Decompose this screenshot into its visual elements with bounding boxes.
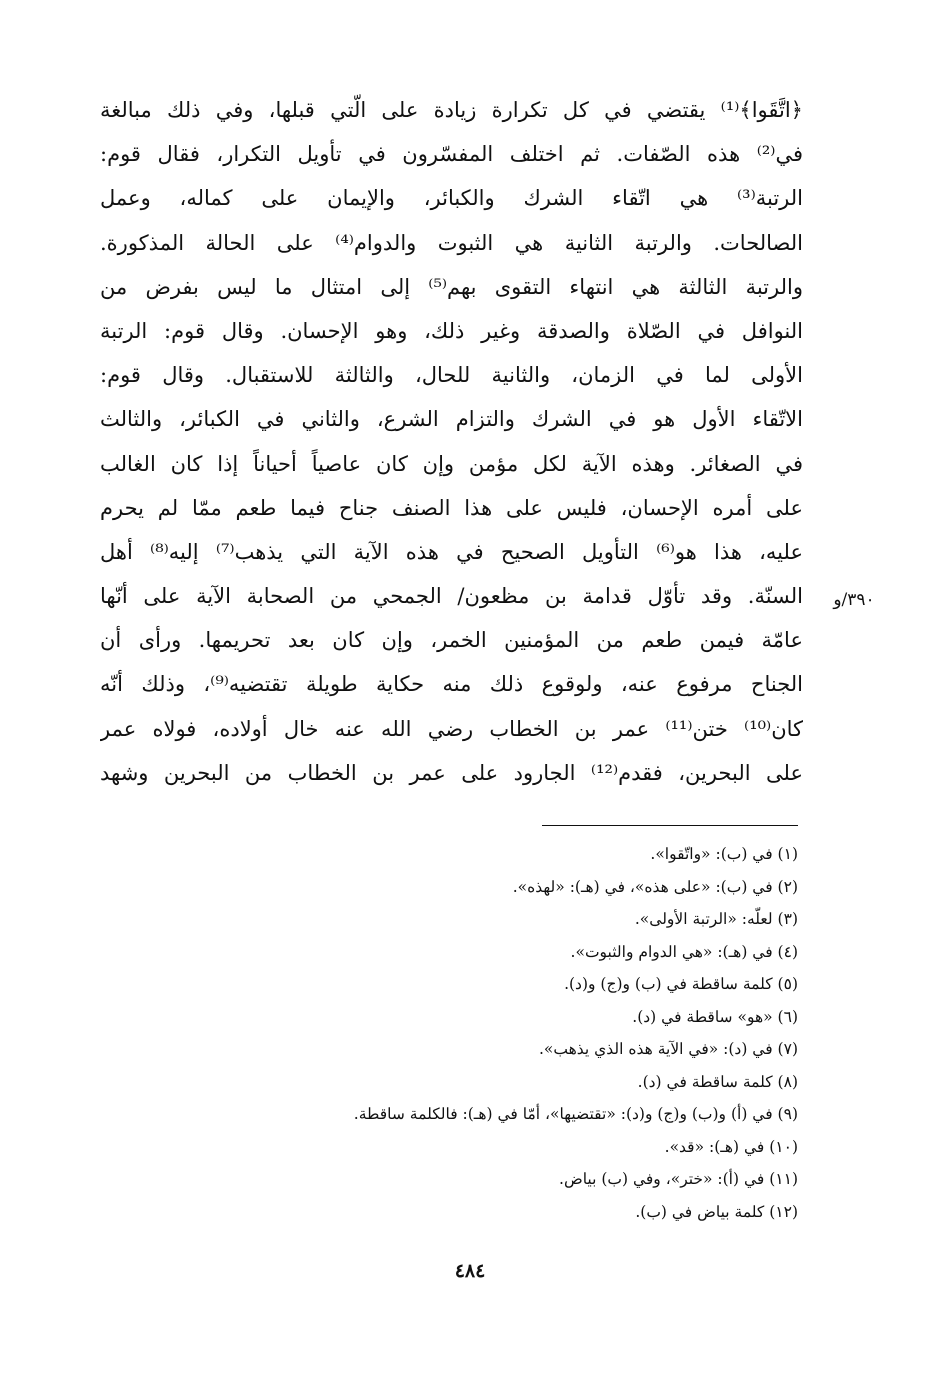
footnote-divider <box>542 825 798 826</box>
footnote-item: (٣) لعلّه: «الرتبة الأولى». <box>634 910 798 928</box>
text-line: على أمره الإحسان، فليس على هذا الصنف جناح فيما طعم ممّا لم يحرم <box>100 495 803 520</box>
footnote-item: (٨) كلمة ساقطة في (د). <box>637 1072 798 1091</box>
footnotes <box>100 838 798 1228</box>
main-text <box>100 88 803 795</box>
text-line: في⁽²⁾ هذه الصّفات. ثم اختلف المفسّرون في تأويل التكرار، فقال قوم: <box>100 142 803 167</box>
text-line: على البحرين، فقدم⁽¹²⁾ الجارود على عمر بن الخطاب من البحرين وشهد <box>100 760 803 785</box>
footnote-item: (١٢) كلمة بياض في (ب). <box>635 1202 798 1221</box>
footnote-item: (٧) في (د): «في الآية هذه الذي يذهب». <box>538 1040 798 1058</box>
text-line: السنّة. وقد تأوّل قدامة بن مظعون/ الجمحي من الصحابة الآية على أنّها <box>100 584 803 609</box>
text-line: عامّة فيمن طعم من المؤمنين الخمر، وإن كان بعد تحريمها. ورأى أن <box>100 628 803 653</box>
text-line: ﴿اتَّقَوا﴾⁽¹⁾ يقتضي في كل تكرارة زيادة على الّتي قبلها، وفي ذلك مبالغة <box>100 98 803 122</box>
text-line: الأولى لما في الزمان، والثانية للحال، والثالثة للاستقبال. وقال قوم: <box>100 363 803 388</box>
text-line: الصالحات. والرتبة الثانية هي الثبوت والدوام⁽⁴⁾ على الحالة المذكورة. <box>100 230 803 255</box>
text-line: النوافل في الصّلاة والصدقة وغير ذلك، وهو الإحسان. وقال قوم: الرتبة <box>100 318 803 343</box>
footnote-item: (٥) كلمة ساقطة في (ب) و(ج) و(د). <box>564 975 798 993</box>
text-line: عليه، هذا هو⁽⁶⁾ التأويل الصحيح في هذه الآية التي يذهب⁽⁷⁾ إليه⁽⁸⁾ أهل <box>100 539 803 564</box>
footnote-item: (٤) في (هـ): «هي الدوام والثبوت». <box>570 942 798 961</box>
manuscript-folio-marker: ٣٩٠/و <box>833 590 875 610</box>
footnote-item: (٦) «هو» ساقطة في (د). <box>632 1007 798 1026</box>
text-line: الرتبة⁽³⁾ هي اتّقاء الشرك والكبائر، والإيمان على كماله، وعمل <box>100 186 803 211</box>
footnote-item: (٢) في (ب): «على هذه»، في (هـ): «لهذه». <box>512 877 798 896</box>
text-line: في الصغائر. وهذه الآية لكل مؤمن وإن كان عاصياً أحياناً إذا كان الغالب <box>100 451 803 476</box>
text-line: والرتبة الثالثة هي انتهاء التقوى بهم⁽⁵⁾ إلى امتثال ما ليس بفرض من <box>100 274 803 299</box>
footnote-item: (٩) في (أ) و(ب) و(ج) و(د): «تقتضيها»، أمّا في (هـ): فالكلمة ساقطة. <box>353 1105 798 1123</box>
footnote-item: (١٠) في (هـ): «قد». <box>664 1137 798 1156</box>
footnote-item: (١) في (ب): «واتّقوا». <box>650 845 798 863</box>
text-line: الجناح مرفوع عنه، ولوقوع ذلك منه حكاية طويلة تقتضيه⁽⁹⁾، وذلك أنّه <box>100 672 803 697</box>
footnote-item: (١١) في (أ): «ختر»، وفي (ب) بياض. <box>559 1170 798 1188</box>
text-line: الاتّقاء الأول هو في الشرك والتزام الشرع، والثاني في الكبائر، والثالث <box>100 407 803 432</box>
page-number: ٤٨٤ <box>454 1260 486 1282</box>
text-line: كان⁽¹⁰⁾ ختن⁽¹¹⁾ عمر بن الخطاب رضي الله عنه خال أولاده، فولاه عمر <box>100 716 803 741</box>
